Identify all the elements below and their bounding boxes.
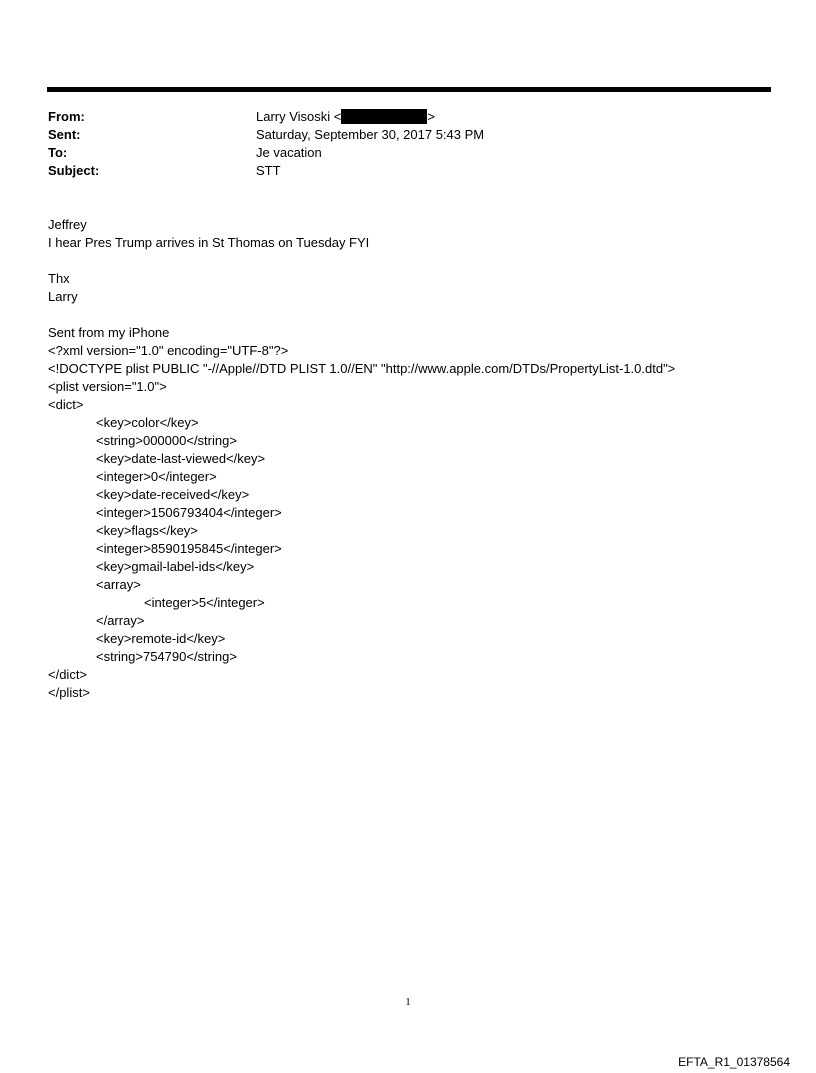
xml-declaration: <?xml version="1.0" encoding="UTF-8"?>	[48, 343, 289, 358]
from-label: From:	[48, 109, 85, 124]
plist-open: <plist version="1.0">	[48, 379, 167, 394]
from-name: Larry Visoski <	[256, 109, 342, 124]
greeting: Jeffrey	[48, 217, 87, 232]
key-color: <key>color</key>	[96, 415, 199, 430]
sent-value: Saturday, September 30, 2017 5:43 PM	[256, 127, 485, 142]
sent-from-line: Sent from my iPhone	[48, 325, 170, 340]
doctype-line: <!DOCTYPE plist PUBLIC "-//Apple//DTD PLIST 1.0//EN" "http://www.apple.com/DTDs/PropertyList-1.0.dtd">	[48, 361, 676, 376]
email-body	[48, 216, 675, 702]
bates-number: EFTA_R1_01378564	[678, 1055, 790, 1069]
dict-open: <dict>	[48, 397, 84, 412]
from-close: >	[427, 109, 435, 124]
from-value	[256, 108, 435, 126]
to-label: To:	[48, 145, 68, 160]
subject-value: STT	[256, 163, 281, 178]
key-date-last-viewed: <key>date-last-viewed</key>	[96, 451, 266, 466]
integer-date-received: <integer>1506793404</integer>	[96, 505, 282, 520]
array-open: <array>	[96, 577, 141, 592]
key-gmail-label-ids: <key>gmail-label-ids</key>	[96, 559, 255, 574]
page-number: 1	[405, 996, 411, 1008]
to-value: Je vacation	[256, 145, 322, 160]
header-rule	[47, 87, 771, 92]
key-date-received: <key>date-received</key>	[96, 487, 250, 502]
message-text: I hear Pres Trump arrives in St Thomas on Tuesday FYI	[48, 235, 370, 250]
string-remote-id: <string>754790</string>	[96, 649, 237, 664]
plist-close: </plist>	[48, 685, 90, 700]
key-remote-id: <key>remote-id</key>	[96, 631, 226, 646]
key-flags: <key>flags</key>	[96, 523, 198, 538]
sent-label: Sent:	[48, 127, 81, 142]
redaction-box	[341, 109, 427, 124]
array-close: </array>	[96, 613, 145, 628]
integer-zero: <integer>0</integer>	[96, 469, 217, 484]
dict-close: </dict>	[48, 667, 88, 682]
string-color: <string>000000</string>	[96, 433, 237, 448]
integer-flags: <integer>8590195845</integer>	[96, 541, 282, 556]
signature: Larry	[48, 289, 78, 304]
subject-label: Subject:	[48, 163, 100, 178]
integer-five: <integer>5</integer>	[144, 595, 265, 610]
closing: Thx	[48, 271, 70, 286]
